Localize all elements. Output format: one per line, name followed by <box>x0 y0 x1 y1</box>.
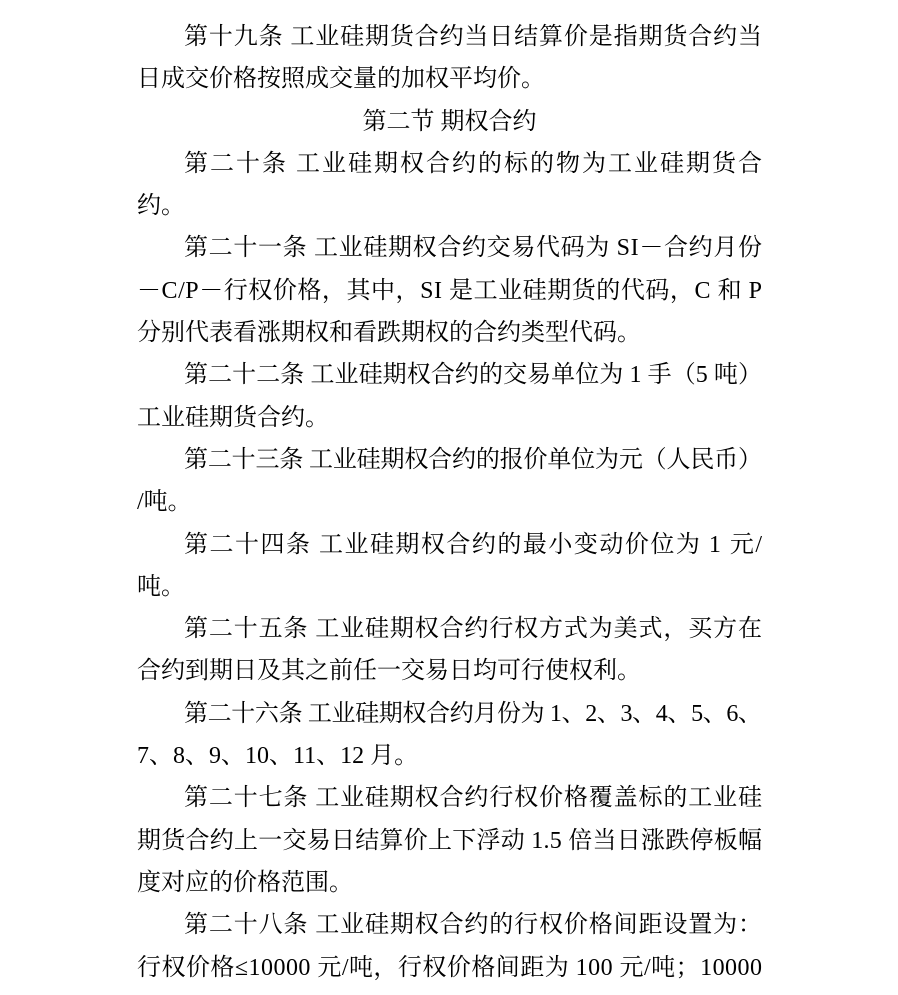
article-24 <box>137 524 898 609</box>
article-21-line-1: 第二十一条 工业硅期权合约交易代码为 SI－合约月份 <box>184 235 763 262</box>
article-20-line-1: 第二十条 工业硅期权合约的标的物为工业硅期货合 <box>184 150 764 177</box>
article-21-line-2: －C/P－行权价格，其中，SI 是工业硅期货的代码，C 和 P <box>137 277 763 304</box>
article-19 <box>137 16 898 101</box>
article-24-line-1: 第二十四条 工业硅期权合约的最小变动价位为 1 元/ <box>184 531 764 558</box>
article-23-line-1: 第二十三条 工业硅期权合约的报价单位为元（人民币） <box>184 446 762 473</box>
article-27-line-2: 期货合约上一交易日结算价上下浮动 1.5 倍当日涨跌停板幅 <box>137 827 763 854</box>
article-20 <box>137 143 898 228</box>
article-27 <box>137 777 898 904</box>
article-24-line-2: 吨。 <box>137 573 185 600</box>
article-20-line-2: 约。 <box>137 193 185 220</box>
article-23 <box>137 439 898 524</box>
article-22-line-1: 第二十二条 工业硅期权合约的交易单位为 1 手（5 吨） <box>184 362 763 389</box>
article-22-line-2: 工业硅期货合约。 <box>137 404 329 431</box>
article-28-line-2: 行权价格≤10000 元/吨，行权价格间距为 100 元/吨；10000 <box>137 954 763 981</box>
article-21 <box>137 227 898 354</box>
article-28-line-1: 第二十八条 工业硅期权合约的行权价格间距设置为： <box>184 912 763 939</box>
article-23-line-2: /吨。 <box>137 489 192 516</box>
article-27-line-1: 第二十七条 工业硅期权合约行权价格覆盖标的工业硅 <box>184 785 763 812</box>
article-22 <box>137 354 898 439</box>
article-28 <box>137 904 898 989</box>
article-27-line-3: 度对应的价格范围。 <box>137 869 353 896</box>
article-19-line-2: 日成交价格按照成交量的加权平均价。 <box>137 66 545 93</box>
article-25 <box>137 608 898 693</box>
section-heading: 第二节 期权合约 <box>362 108 537 135</box>
article-21-line-3: 分别代表看涨期权和看跌期权的合约类型代码。 <box>137 320 641 347</box>
article-25-line-2: 合约到期日及其之前任一交易日均可行使权利。 <box>137 658 641 685</box>
article-26-line-1: 第二十六条 工业硅期权合约月份为 1、2、3、4、5、6、 <box>184 700 762 727</box>
article-26 <box>137 693 898 778</box>
article-19-line-1: 第十九条 工业硅期货合约当日结算价是指期货合约当 <box>184 24 763 50</box>
article-25-line-1: 第二十五条 工业硅期权合约行权方式为美式，买方在 <box>184 616 763 643</box>
article-26-line-2: 7、8、9、10、11、12 月。 <box>137 743 419 770</box>
